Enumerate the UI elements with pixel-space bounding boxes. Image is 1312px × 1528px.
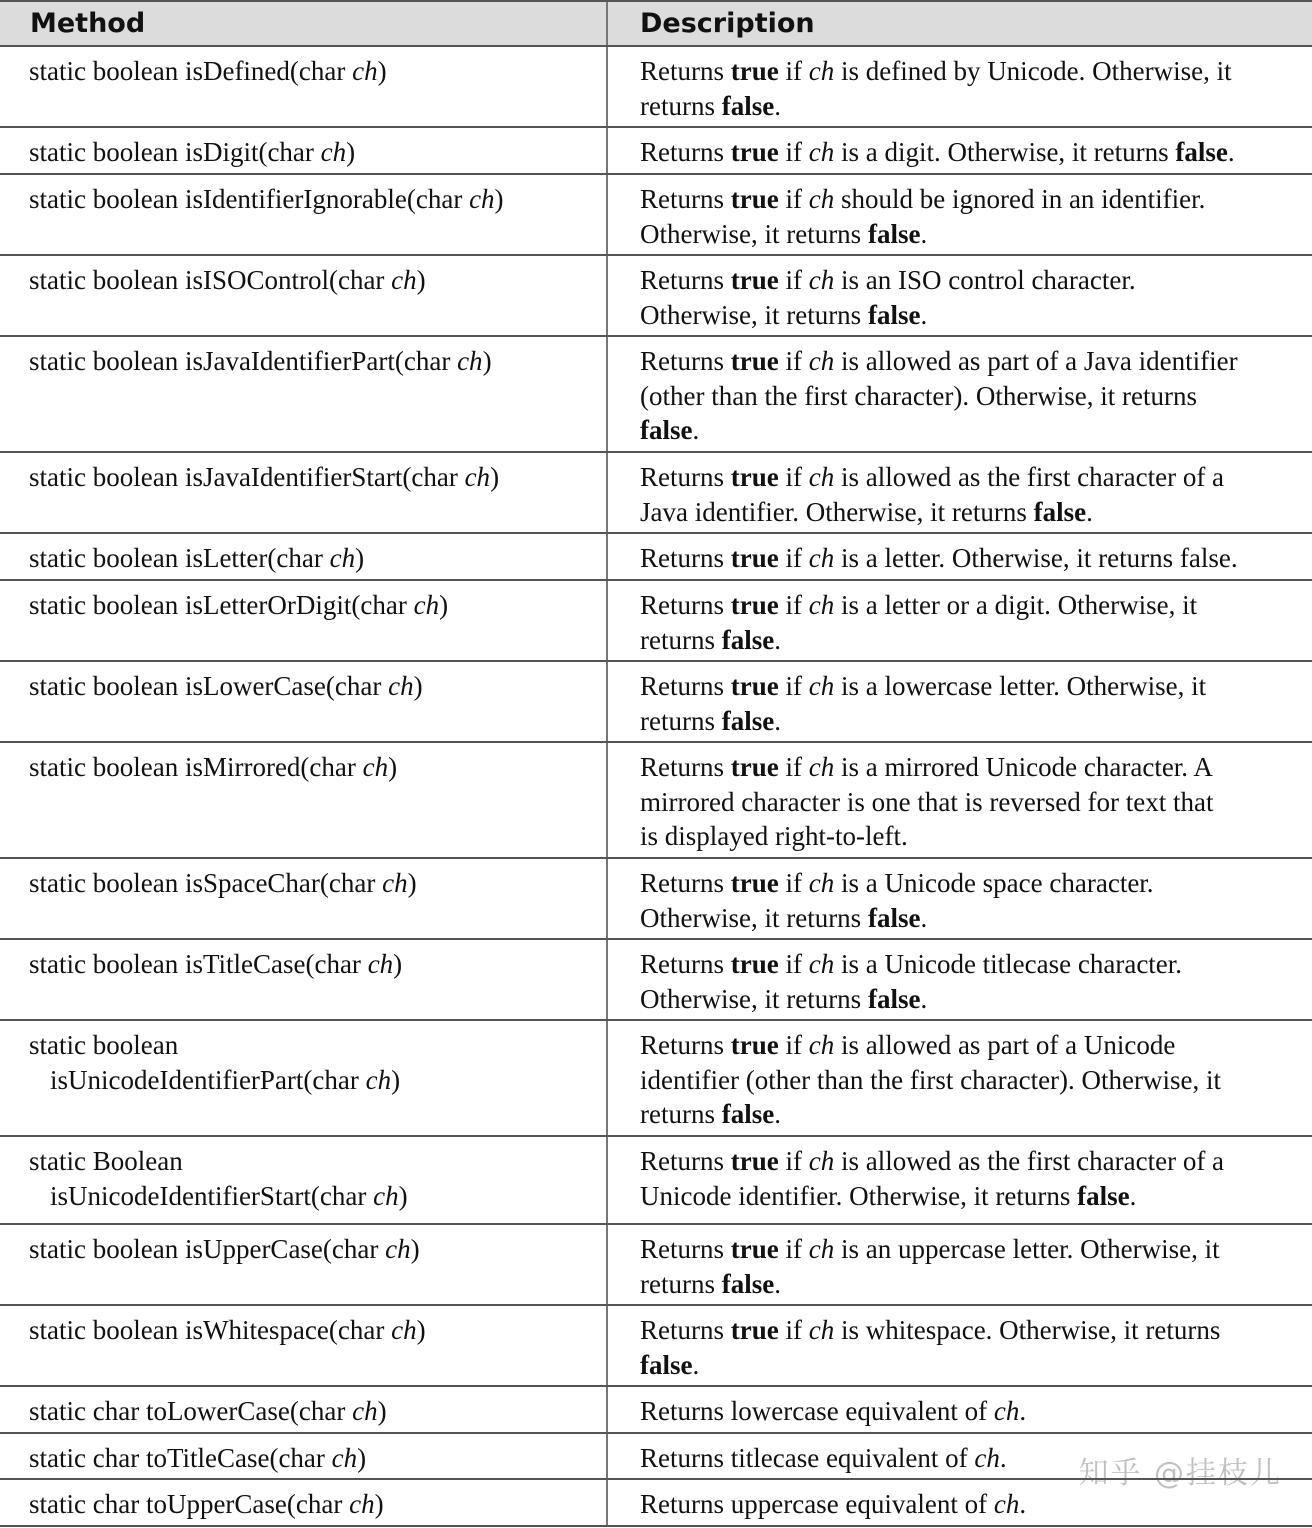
method-cell [0, 337, 608, 451]
method-signature: static boolean isMirrored(char ch) [29, 752, 398, 782]
description-cell [608, 128, 1312, 173]
method-signature: static boolean isJavaIdentifierStart(char ch) [29, 462, 500, 492]
table-row [0, 859, 1312, 940]
description-cell [608, 534, 1312, 579]
method-cell [0, 743, 608, 857]
method-cell [0, 581, 608, 660]
table-row [0, 534, 1312, 581]
table-row [0, 743, 1312, 859]
method-signature: isUnicodeIdentifierPart(char ch) [50, 1064, 401, 1095]
description-cell [608, 581, 1312, 660]
description-cell [608, 175, 1312, 254]
method-signature: static boolean [29, 1030, 179, 1060]
method-description: Returns true if ch is a mirrored Unicode character. A mirrored character is one that is reversed for text that is displayed right-to-left. [640, 752, 1214, 851]
method-signature: static boolean isJavaIdentifierPart(char ch) [29, 346, 492, 376]
table-row [0, 1306, 1312, 1387]
description-cell [608, 47, 1312, 126]
method-signature: static boolean isISOControl(char ch) [29, 265, 426, 295]
method-description: Returns true if ch is a letter. Otherwise, it returns false. [640, 543, 1238, 573]
method-cell [0, 1387, 608, 1432]
method-description: Returns true if ch is allowed as the first character of a Unicode identifier. Otherwise, it returns false. [640, 1146, 1225, 1211]
description-cell [608, 662, 1312, 741]
method-description: Returns true if ch is a Unicode titlecase character. Otherwise, it returns false. [640, 949, 1183, 1014]
method-cell [0, 1225, 608, 1304]
method-cell [0, 1480, 608, 1525]
method-cell [0, 175, 608, 254]
table-row [0, 1387, 1312, 1434]
method-description: Returns true if ch is allowed as the first character of a Java identifier. Otherwise, it returns false. [640, 462, 1225, 527]
method-cell [0, 662, 608, 741]
method-description: Returns true if ch should be ignored in an identifier. Otherwise, it returns false. [640, 184, 1206, 249]
description-cell [608, 1225, 1312, 1304]
table-row [0, 940, 1312, 1021]
description-cell [608, 453, 1312, 532]
method-description: Returns true if ch is whitespace. Otherwise, it returns false. [640, 1315, 1221, 1380]
method-cell [0, 47, 608, 126]
description-cell [608, 859, 1312, 938]
table-header [0, 0, 1312, 47]
method-description: Returns true if ch is a lowercase letter. Otherwise, it returns false. [640, 671, 1207, 736]
method-signature: static char toLowerCase(char ch) [29, 1396, 387, 1426]
table-row [0, 581, 1312, 662]
table-row [0, 1137, 1312, 1225]
description-cell [608, 1021, 1312, 1135]
method-description: Returns true if ch is a letter or a digit. Otherwise, it returns false. [640, 590, 1198, 655]
method-description: Returns uppercase equivalent of ch. [640, 1489, 1027, 1519]
description-cell [608, 256, 1312, 335]
description-cell [608, 743, 1312, 857]
method-cell [0, 1137, 608, 1223]
method-cell [0, 453, 608, 532]
method-description: Returns true if ch is a digit. Otherwise, it returns false. [640, 137, 1235, 167]
method-signature: static boolean isWhitespace(char ch) [29, 1315, 426, 1345]
method-signature: static boolean isUpperCase(char ch) [29, 1234, 420, 1264]
description-cell [608, 1306, 1312, 1385]
table-row [0, 128, 1312, 175]
method-signature: static boolean isLowerCase(char ch) [29, 671, 423, 701]
method-cell [0, 534, 608, 579]
method-description: Returns true if ch is allowed as part of a Unicode identifier (other than the first character). Otherwise, it returns false. [640, 1030, 1222, 1129]
method-cell [0, 1021, 608, 1135]
table-body [0, 47, 1312, 1527]
table-row [0, 662, 1312, 743]
description-cell [608, 1387, 1312, 1432]
method-cell [0, 859, 608, 938]
method-description: Returns true if ch is an ISO control character. Otherwise, it returns false. [640, 265, 1136, 330]
description-cell [608, 337, 1312, 451]
method-description: Returns true if ch is an uppercase letter. Otherwise, it returns false. [640, 1234, 1220, 1299]
method-cell [0, 940, 608, 1019]
method-cell [0, 1434, 608, 1478]
table-row [0, 47, 1312, 128]
watermark: 知乎 @挂枝儿 [1078, 1456, 1282, 1491]
method-signature: static boolean isDefined(char ch) [29, 56, 387, 86]
method-signature: static boolean isTitleCase(char ch) [29, 949, 403, 979]
table-row [0, 1021, 1312, 1137]
method-signature: static Boolean [29, 1146, 183, 1176]
method-signature: static boolean isDigit(char ch) [29, 137, 356, 167]
method-description: Returns true if ch is a Unicode space character. Otherwise, it returns false. [640, 868, 1154, 933]
method-signature: static boolean isSpaceChar(char ch) [29, 868, 417, 898]
method-cell [0, 1306, 608, 1385]
method-signature: static boolean isLetter(char ch) [29, 543, 365, 573]
table-row [0, 256, 1312, 337]
method-cell [0, 256, 608, 335]
table-row [0, 337, 1312, 453]
description-cell [608, 940, 1312, 1019]
method-signature: isUnicodeIdentifierStart(char ch) [50, 1180, 408, 1211]
header-description: Description [640, 8, 815, 39]
method-cell [0, 128, 608, 173]
table-row [0, 175, 1312, 256]
method-signature: static char toUpperCase(char ch) [29, 1489, 384, 1519]
method-description: Returns true if ch is allowed as part of a Java identifier (other than the first character). Otherwise, it returns false. [640, 346, 1238, 445]
description-cell [608, 1137, 1312, 1223]
method-signature: static char toTitleCase(char ch) [29, 1443, 367, 1473]
table-row [0, 453, 1312, 534]
method-description: Returns lowercase equivalent of ch. [640, 1396, 1027, 1426]
method-signature: static boolean isIdentifierIgnorable(char ch) [29, 184, 504, 214]
table-row [0, 1225, 1312, 1306]
method-signature: static boolean isLetterOrDigit(char ch) [29, 590, 449, 620]
header-method: Method [0, 2, 608, 45]
method-description: Returns true if ch is defined by Unicode. Otherwise, it returns false. [640, 56, 1232, 121]
method-description: Returns titlecase equivalent of ch. [640, 1443, 1007, 1473]
